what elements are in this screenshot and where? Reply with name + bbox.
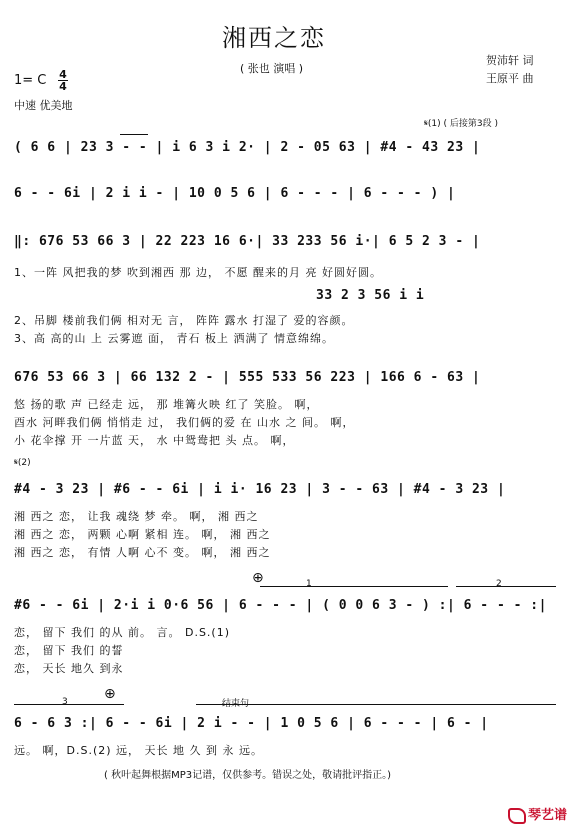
lyric-row-5-verse-3: 小 花伞撑 开 一片蓝 天， 水 中鸳鸯把 头 点。 啊， bbox=[14, 434, 295, 447]
lyric-row-8-verse-1: 远。 啊，D.S.(2) 远， 天长 地 久 到 永 远。 bbox=[14, 744, 263, 757]
lyric-row-5-verse-1: 悠 扬的歌 声 已经走 远， 那 堆篝火映 红了 笑脸。 啊， bbox=[14, 398, 319, 411]
lyric-row-6-verse-1: 湘 西之 恋， 让我 魂绕 梦 牵。 啊， 湘 西之 bbox=[14, 510, 259, 523]
ending-bracket bbox=[196, 704, 556, 705]
notation-row-4-alt: 33 2 3 56 i i bbox=[316, 288, 425, 303]
lyric-row-6-verse-3: 湘 西之 恋， 有情 人啊 心不 变。 啊， 湘 西之 bbox=[14, 546, 271, 559]
segno-2: 𝄋(2) bbox=[14, 458, 31, 468]
volta-2-bracket bbox=[456, 586, 556, 587]
notation-row-3: ‖: 676 53 66 3 | 22 223 16 6·| 33 233 56 i·| 6 5 2 3 - | bbox=[14, 234, 481, 249]
notation-row-6: #4 - 3 23 | #6 - - 6i | i i· 16 23 | 3 - - 63 | #4 - 3 23 | bbox=[14, 482, 506, 497]
volta-1-bracket bbox=[260, 586, 448, 587]
coda-ending-label: 结束句 bbox=[222, 699, 250, 709]
lyric-row-7-verse-2: 恋， 留下 我们 的誓 bbox=[14, 644, 124, 657]
lyric-row-4-verse-2: 2、吊脚 楼前我们俩 相对无 言， 阵阵 露水 打湿了 爱的容颜。 bbox=[14, 314, 354, 327]
brand-text: 琴艺谱 bbox=[528, 808, 568, 823]
brand-logo bbox=[508, 804, 567, 824]
volta-2-label: 2 bbox=[496, 579, 502, 589]
lyric-row-7-verse-3: 恋， 天长 地久 到永 bbox=[14, 662, 124, 675]
segno-note: 𝄋(1) ( 后接第3段 ) bbox=[424, 119, 498, 129]
key-signature: 1= C bbox=[14, 73, 47, 88]
volta-1-label: 1 bbox=[306, 579, 312, 589]
notation-row-8: 6 - 6 3 :| 6 - - 6i | 2 i - - | 1 0 5 6 | 6 - - - | 6 - | bbox=[14, 716, 489, 731]
lyric-row-7-verse-1: 恋， 留下 我们 的从 前。 言。 D.S.(1) bbox=[14, 626, 231, 639]
volta-3-bracket bbox=[14, 704, 124, 705]
lyric-row-6-verse-2: 湘 西之 恋， 两颗 心啊 紧相 连。 啊， 湘 西之 bbox=[14, 528, 271, 541]
volta-3-label: 3 bbox=[62, 697, 68, 707]
song-title: 湘西之恋 bbox=[222, 24, 326, 52]
footer-note: ( 秋叶起舞根据MP3记谱，仅供参考。错误之处，敬请批评指正。) bbox=[104, 770, 392, 781]
brand-icon bbox=[508, 808, 526, 824]
lyric-row-3-verse-1: 1、一阵 风把我的梦 吹到湘西 那 边， 不愿 醒来的月 亮 好圆好圆。 bbox=[14, 266, 382, 279]
notation-row-5: 676 53 66 3 | 66 132 2 - | 555 533 56 223 | 166 6 - 63 | bbox=[14, 370, 481, 385]
performer: ( 张也 演唱 ) bbox=[240, 62, 304, 75]
coda-sign-2: ⊕ bbox=[104, 686, 116, 702]
composer: 王原平 曲 bbox=[486, 72, 534, 85]
coda-sign-1: ⊕ bbox=[252, 570, 264, 586]
time-signature bbox=[58, 70, 68, 91]
notation-row-1: ( 6 6 | 23 3 - - | i 6 3 i 2· | 2 - 05 63 | #4 - 43 23 | bbox=[14, 140, 481, 155]
row-1-slur bbox=[120, 134, 148, 135]
lyric-row-5-verse-2: 酉水 河畔我们俩 悄悄走 过， 我们俩的爱 在 山水 之 间。 啊， bbox=[14, 416, 355, 429]
notation-row-2: 6 - - 6i | 2 i i - | 10 0 5 6 | 6 - - - | 6 - - - ) | bbox=[14, 186, 456, 201]
lyricist: 贺沛轩 词 bbox=[486, 54, 534, 67]
tempo-marking: 中速 优美地 bbox=[14, 99, 73, 112]
time-sig-bottom: 4 bbox=[59, 80, 67, 93]
time-sig-top: 4 bbox=[59, 68, 67, 81]
notation-row-7: #6 - - 6i | 2·i i 0·6 56 | 6 - - - | ( 0 0 6 3 - ) :| 6 - - - :| bbox=[14, 598, 547, 613]
lyric-row-4-verse-3: 3、高 高的山 上 云雾遮 面， 青石 板上 洒满了 情意绵绵。 bbox=[14, 332, 334, 345]
